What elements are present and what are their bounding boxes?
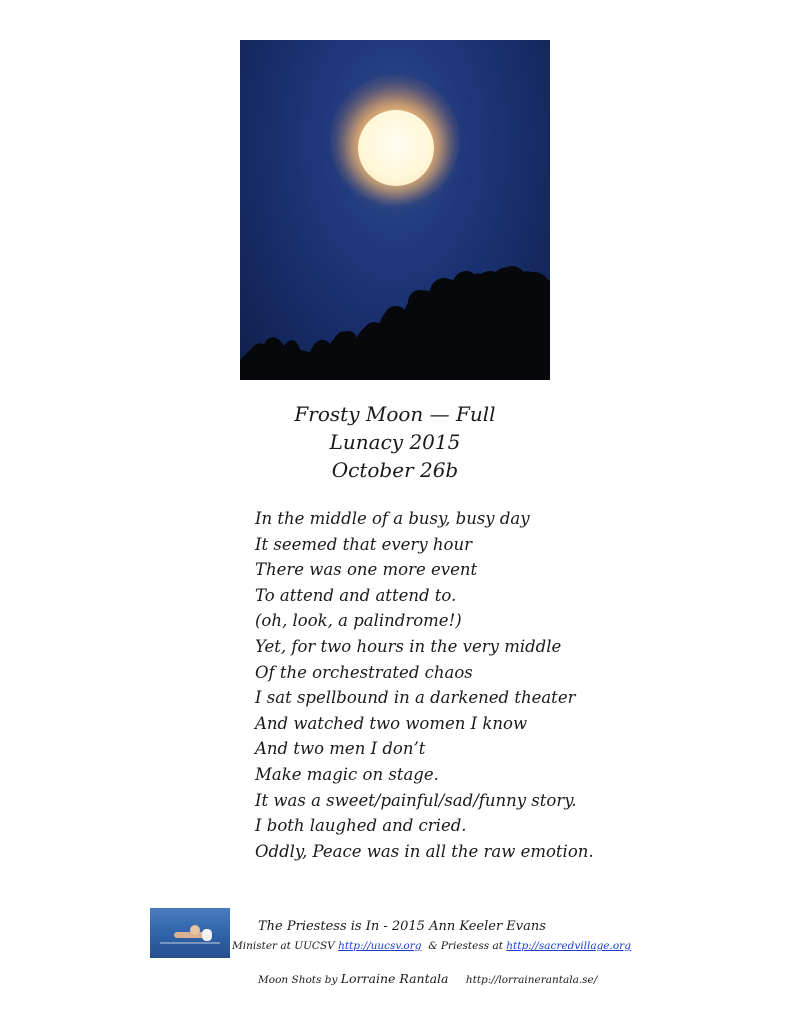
poem-line: It seemed that every hour xyxy=(255,534,472,554)
tree-silhouette xyxy=(240,240,550,380)
photographer-url: http://lorrainerantala.se/ xyxy=(465,974,598,986)
author-credit: The Priestess is In - 2015 Ann Keeler Evans xyxy=(258,919,546,934)
moon-shots-label: Moon Shots by xyxy=(258,974,338,986)
poem-line: It was a sweet/painful/sad/funny story. xyxy=(255,790,577,810)
water-ripple xyxy=(160,942,220,944)
poem-line: There was one more event xyxy=(255,560,478,580)
poem-line: Of the orchestrated chaos xyxy=(255,662,473,682)
subtitle-line: Lunacy 2015 xyxy=(329,430,461,454)
swimmer-head xyxy=(190,925,200,935)
poem-line: I sat spellbound in a darkened theater xyxy=(255,688,576,708)
minister-label: Minister at UUCSV xyxy=(232,940,335,952)
poem-line: Yet, for two hours in the very middle xyxy=(255,636,562,656)
poem-line: Oddly, Peace was in all the raw emotion. xyxy=(255,841,594,861)
uucsv-link[interactable]: http://uucsv.org xyxy=(338,940,422,952)
swimmer-thumbnail xyxy=(150,908,230,958)
poem-heading xyxy=(240,400,550,484)
full-moon-photo xyxy=(240,40,550,380)
poem-line: And watched two women I know xyxy=(255,713,528,733)
poem-line: In the middle of a busy, busy day xyxy=(255,509,530,528)
poem-body xyxy=(255,506,594,864)
date-line: October 26b xyxy=(331,458,459,482)
photographer-name: Lorraine Rantala xyxy=(340,971,449,986)
poem-line: I both laughed and cried. xyxy=(255,816,467,836)
photo-credit xyxy=(258,971,597,986)
poem-line: And two men I don’t xyxy=(255,739,426,759)
poem-line: Make magic on stage. xyxy=(255,764,439,784)
water-splash xyxy=(202,929,212,941)
moon xyxy=(358,110,434,186)
poem-line: To attend and attend to. xyxy=(255,585,457,605)
title-line: Frosty Moon — Full xyxy=(294,402,496,426)
sacredvillage-link[interactable]: http://sacredvillage.org xyxy=(506,940,631,952)
priestess-label: & Priestess at xyxy=(428,940,503,952)
poem-line: (oh, look, a palindrome!) xyxy=(255,611,462,631)
affiliation-credit xyxy=(232,940,631,952)
